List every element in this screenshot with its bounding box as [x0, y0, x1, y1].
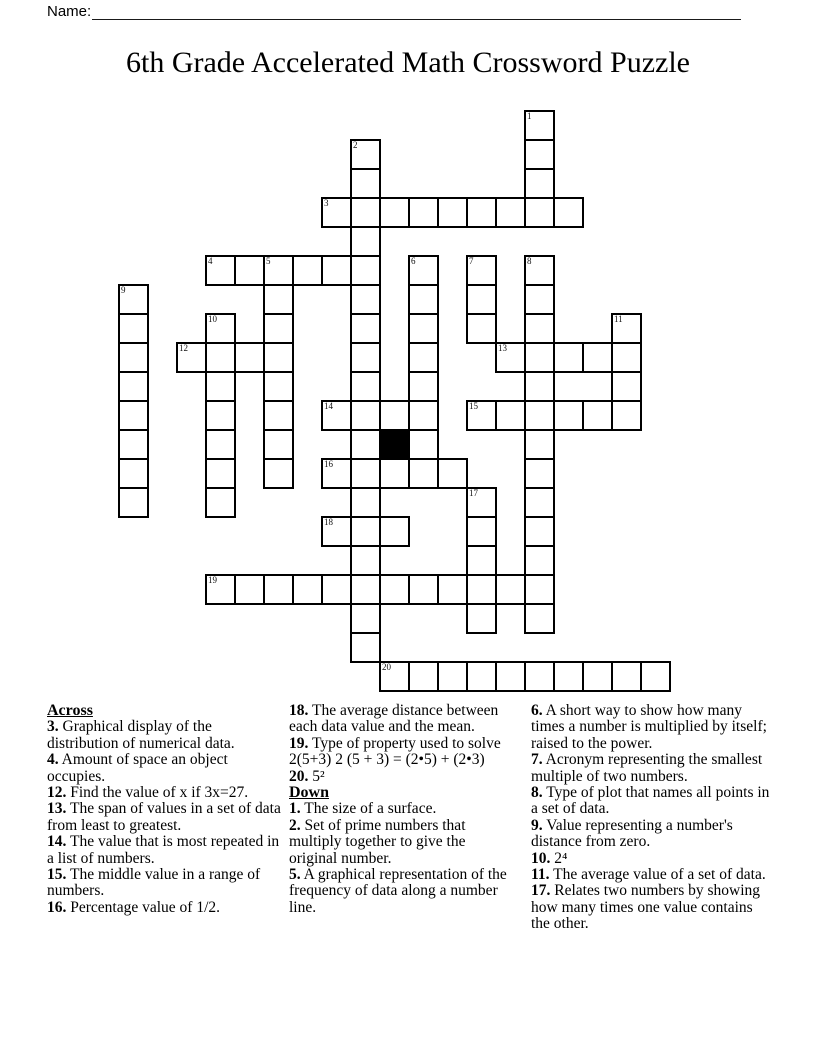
grid-cell[interactable] — [350, 197, 381, 228]
clue-number: 18. — [289, 702, 309, 719]
grid-cell[interactable] — [263, 400, 294, 431]
clue-number: 5. — [289, 866, 301, 884]
clue-column-2 — [289, 703, 517, 916]
grid-cell[interactable] — [582, 400, 613, 431]
numbered-cell-10[interactable] — [205, 313, 236, 344]
clue-number: 1. — [289, 800, 301, 818]
cell-number: 4 — [208, 256, 213, 266]
grid-cell[interactable] — [524, 574, 555, 605]
clue-11 — [531, 867, 773, 883]
clue-text: The average value of a set of data. — [549, 866, 766, 884]
grid-cell[interactable] — [205, 371, 236, 402]
grid-cell[interactable] — [263, 313, 294, 344]
clue-text: The size of a surface. — [300, 800, 437, 818]
grid-cell[interactable] — [408, 371, 439, 402]
grid-cell[interactable] — [408, 661, 439, 692]
cell-number: 16 — [324, 459, 333, 469]
numbered-cell-17[interactable] — [466, 487, 497, 518]
clue-number: 4. — [47, 751, 59, 769]
clue-1 — [289, 801, 517, 817]
clue-6 — [531, 703, 773, 752]
grid-cell[interactable] — [466, 574, 497, 605]
grid-cell[interactable] — [466, 516, 497, 547]
clue-number: 15. — [47, 866, 67, 884]
grid-cell[interactable] — [466, 603, 497, 634]
clue-4 — [47, 752, 285, 785]
grid-cell[interactable] — [437, 574, 468, 605]
grid-cell[interactable] — [350, 603, 381, 634]
clue-number: 6. — [531, 702, 543, 719]
cell-number: 8 — [527, 256, 532, 266]
grid-cell[interactable] — [350, 487, 381, 518]
cell-number: 2 — [353, 140, 358, 150]
across-header: Across — [47, 702, 93, 719]
cell-number: 20 — [382, 662, 391, 672]
puzzle-title: 6th Grade Accelerated Math Crossword Puzzle — [126, 46, 690, 79]
clue-text: The middle value in a range of numbers. — [47, 866, 261, 900]
grid-cell[interactable] — [350, 313, 381, 344]
grid-cell[interactable] — [234, 574, 265, 605]
cell-number: 17 — [469, 488, 478, 498]
grid-cell[interactable] — [379, 574, 410, 605]
grid-cell[interactable] — [553, 197, 584, 228]
grid-cell[interactable] — [263, 284, 294, 315]
grid-cell[interactable] — [611, 400, 642, 431]
grid-cell[interactable] — [611, 661, 642, 692]
numbered-cell-2[interactable] — [350, 139, 381, 170]
numbered-cell-12[interactable] — [176, 342, 207, 373]
numbered-cell-3[interactable] — [321, 197, 352, 228]
grid-cell[interactable] — [350, 371, 381, 402]
grid-cell[interactable] — [263, 342, 294, 373]
grid-cell[interactable] — [321, 255, 352, 286]
clue-12 — [47, 785, 285, 801]
grid-cell[interactable] — [495, 574, 526, 605]
grid-cell[interactable] — [408, 342, 439, 373]
grid-cell[interactable] — [292, 255, 323, 286]
name-row — [47, 3, 741, 25]
grid-cell[interactable] — [524, 197, 555, 228]
clue-15 — [47, 867, 285, 900]
numbered-cell-13[interactable] — [495, 342, 526, 373]
clue-text: Find the value of x if 3x=27. — [66, 784, 249, 802]
grid-cell[interactable] — [263, 429, 294, 460]
numbered-cell-11[interactable] — [611, 313, 642, 344]
clue-text: Graphical display of the distribution of numerical data. — [47, 718, 235, 752]
grid-cell[interactable] — [350, 545, 381, 576]
grid-cell[interactable] — [553, 400, 584, 431]
grid-cell[interactable] — [118, 371, 149, 402]
clue-number: 11. — [531, 866, 550, 884]
grid-cell[interactable] — [611, 342, 642, 373]
grid-cell[interactable] — [495, 661, 526, 692]
cell-number: 18 — [324, 517, 333, 527]
grid-cell[interactable] — [524, 139, 555, 170]
black-cell — [379, 429, 410, 460]
grid-cell[interactable] — [118, 458, 149, 489]
crossword-grid — [118, 110, 671, 692]
clue-number: 14. — [47, 833, 67, 851]
grid-cell[interactable] — [553, 342, 584, 373]
grid-cell[interactable] — [350, 574, 381, 605]
clue-20 — [289, 769, 517, 785]
clue-column-1 — [47, 703, 285, 916]
cell-number: 14 — [324, 401, 333, 411]
grid-cell[interactable] — [524, 429, 555, 460]
clue-9 — [531, 818, 773, 851]
clue-number: 8. — [531, 784, 543, 802]
numbered-cell-8[interactable] — [524, 255, 555, 286]
grid-cell[interactable] — [495, 197, 526, 228]
numbered-cell-5[interactable] — [263, 255, 294, 286]
clue-7 — [531, 752, 773, 785]
grid-cell[interactable] — [350, 516, 381, 547]
grid-cell[interactable] — [408, 574, 439, 605]
clue-3 — [47, 719, 285, 752]
grid-cell[interactable] — [408, 313, 439, 344]
grid-cell[interactable] — [466, 661, 497, 692]
clue-number: 7. — [531, 751, 543, 769]
grid-cell[interactable] — [263, 574, 294, 605]
clue-text: Value representing a number's distance from zero. — [531, 816, 733, 851]
grid-cell[interactable] — [205, 458, 236, 489]
grid-cell[interactable] — [408, 284, 439, 315]
cell-number: 6 — [411, 256, 416, 266]
numbered-cell-16[interactable] — [321, 458, 352, 489]
clue-number: 12. — [47, 784, 67, 802]
clue-text: A short way to show how many times a number is multiplied by itself; raised to the power. — [531, 702, 767, 752]
clue-13 — [47, 801, 285, 834]
grid-cell[interactable] — [321, 574, 352, 605]
clue-text: Amount of space an object occupies. — [47, 751, 228, 785]
grid-cell[interactable] — [118, 313, 149, 344]
cell-number: 12 — [179, 343, 188, 353]
grid-cell[interactable] — [350, 284, 381, 315]
grid-cell[interactable] — [379, 400, 410, 431]
grid-cell[interactable] — [437, 197, 468, 228]
clue-text: Set of prime numbers that multiply together to give the original number. — [289, 816, 466, 867]
clue-text: 5² — [308, 767, 325, 785]
grid-cell[interactable] — [118, 487, 149, 518]
grid-cell[interactable] — [205, 400, 236, 431]
clue-number: 19. — [289, 734, 309, 752]
cell-number: 15 — [469, 401, 478, 411]
clue-number: 13. — [47, 800, 67, 818]
grid-cell[interactable] — [524, 284, 555, 315]
grid-cell[interactable] — [350, 632, 381, 663]
numbered-cell-6[interactable] — [408, 255, 439, 286]
cell-number: 7 — [469, 256, 474, 266]
grid-cell[interactable] — [524, 371, 555, 402]
grid-cell[interactable] — [408, 429, 439, 460]
clue-text: Acronym representing the smallest multiple of two numbers. — [531, 751, 763, 785]
grid-cell[interactable] — [466, 313, 497, 344]
clue-10 — [531, 851, 773, 867]
grid-cell[interactable] — [524, 603, 555, 634]
numbered-cell-1[interactable] — [524, 110, 555, 141]
clue-14 — [47, 834, 285, 867]
numbered-cell-7[interactable] — [466, 255, 497, 286]
grid-cell[interactable] — [495, 400, 526, 431]
numbered-cell-18[interactable] — [321, 516, 352, 547]
grid-cell[interactable] — [582, 342, 613, 373]
clue-column-3 — [531, 703, 773, 933]
numbered-cell-19[interactable] — [205, 574, 236, 605]
grid-cell[interactable] — [553, 661, 584, 692]
clue-number: 10. — [531, 849, 551, 867]
grid-cell[interactable] — [350, 255, 381, 286]
clue-text: Type of property used to solve 2(5+3) 2 (5 + 3) = (2•5) + (2•3) — [289, 734, 501, 769]
grid-cell[interactable] — [524, 516, 555, 547]
grid-cell[interactable] — [524, 168, 555, 199]
grid-cell[interactable] — [234, 255, 265, 286]
grid-cell[interactable] — [466, 284, 497, 315]
cell-number: 9 — [121, 285, 126, 295]
grid-cell[interactable] — [524, 313, 555, 344]
cell-number: 13 — [498, 343, 507, 353]
grid-cell[interactable] — [379, 458, 410, 489]
clue-text: Relates two numbers by showing how many times one value contains the other. — [531, 882, 761, 933]
clue-5 — [289, 867, 517, 916]
cell-number: 1 — [527, 111, 532, 121]
grid-cell[interactable] — [582, 661, 613, 692]
grid-cell[interactable] — [524, 342, 555, 373]
cell-number: 5 — [266, 256, 271, 266]
numbered-cell-15[interactable] — [466, 400, 497, 431]
grid-cell[interactable] — [350, 400, 381, 431]
down-header: Down — [289, 784, 330, 802]
grid-cell[interactable] — [524, 661, 555, 692]
numbered-cell-14[interactable] — [321, 400, 352, 431]
grid-cell[interactable] — [524, 545, 555, 576]
clue-text: The average distance between each data value and the mean. — [289, 702, 499, 736]
grid-cell[interactable] — [263, 371, 294, 402]
grid-cell[interactable] — [408, 458, 439, 489]
clue-19 — [289, 736, 517, 769]
grid-cell[interactable] — [234, 342, 265, 373]
cell-number: 11 — [614, 314, 623, 324]
clue-text: 2⁴ — [550, 849, 568, 867]
grid-cell[interactable] — [205, 342, 236, 373]
clue-text: The span of values in a set of data from least to greatest. — [47, 800, 281, 834]
clue-number: 3. — [47, 718, 59, 736]
grid-cell[interactable] — [350, 458, 381, 489]
grid-cell[interactable] — [524, 400, 555, 431]
grid-cell[interactable] — [408, 197, 439, 228]
grid-cell[interactable] — [466, 197, 497, 228]
clue-17 — [531, 883, 773, 932]
grid-cell[interactable] — [379, 197, 410, 228]
grid-cell[interactable] — [118, 342, 149, 373]
grid-cell[interactable] — [408, 400, 439, 431]
numbered-cell-20[interactable] — [379, 661, 410, 692]
grid-cell[interactable] — [205, 429, 236, 460]
grid-cell[interactable] — [379, 516, 410, 547]
clue-number: 17. — [531, 882, 551, 900]
clue-18 — [289, 703, 517, 736]
cell-number: 10 — [208, 314, 217, 324]
clue-number: 20. — [289, 767, 309, 785]
grid-cell[interactable] — [118, 429, 149, 460]
grid-cell[interactable] — [437, 661, 468, 692]
grid-cell[interactable] — [350, 168, 381, 199]
grid-cell[interactable] — [524, 458, 555, 489]
grid-cell[interactable] — [350, 226, 381, 257]
grid-cell[interactable] — [350, 429, 381, 460]
cell-number: 3 — [324, 198, 329, 208]
clue-2 — [289, 818, 517, 867]
grid-cell[interactable] — [466, 545, 497, 576]
cell-number: 19 — [208, 575, 217, 585]
clue-8 — [531, 785, 773, 818]
grid-cell[interactable] — [611, 371, 642, 402]
clue-16 — [47, 900, 285, 916]
numbered-cell-9[interactable] — [118, 284, 149, 315]
grid-cell[interactable] — [524, 487, 555, 518]
name-label: Name: — [47, 3, 92, 20]
numbered-cell-4[interactable] — [205, 255, 236, 286]
grid-cell[interactable] — [263, 458, 294, 489]
grid-cell[interactable] — [205, 487, 236, 518]
name-blank-line[interactable] — [92, 3, 741, 20]
clue-text: Type of plot that names all points in a set of data. — [531, 784, 770, 818]
grid-cell[interactable] — [292, 574, 323, 605]
grid-cell[interactable] — [350, 342, 381, 373]
clue-text: Percentage value of 1/2. — [66, 898, 221, 916]
grid-cell[interactable] — [437, 458, 468, 489]
grid-cell[interactable] — [640, 661, 671, 692]
clue-text: A graphical representation of the frequency of data along a number line. — [289, 866, 507, 916]
clue-number: 2. — [289, 816, 301, 834]
grid-cell[interactable] — [118, 400, 149, 431]
clue-number: 9. — [531, 816, 543, 834]
clue-text: The value that is most repeated in a list of numbers. — [47, 833, 280, 867]
clue-number: 16. — [47, 898, 67, 916]
